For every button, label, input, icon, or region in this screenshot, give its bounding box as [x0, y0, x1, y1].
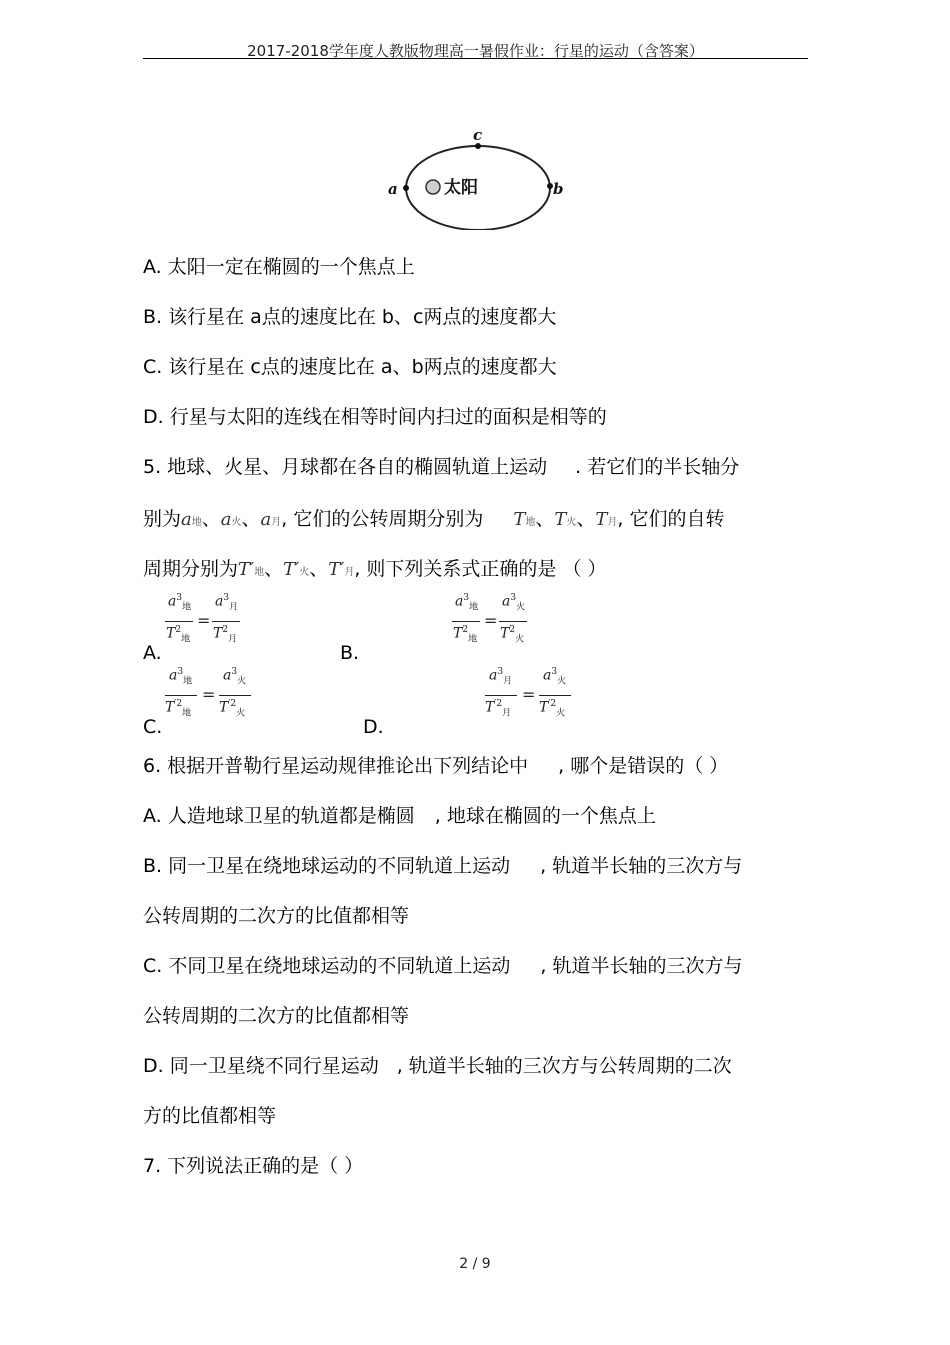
q6-option-d-line1: D. 同一卫星绕不同行星运动 , 轨道半长轴的三次方与公转周期的二次: [143, 1055, 732, 1077]
q6-option-c-line2: 公转周期的二次方的比值都相等: [143, 1005, 410, 1027]
q6-option-d-line2: 方的比值都相等: [143, 1105, 277, 1127]
page-number: 2 / 9: [459, 1256, 491, 1272]
orbit-diagram: [380, 125, 580, 230]
q5-option-b-label: B.: [340, 642, 360, 664]
q5-option-d-label: D.: [363, 716, 384, 738]
q5-option-a-formula: $a^3_地$ $T^2_地$ = $a^3_月$ $T^2_月$: [166, 593, 239, 645]
point-a-dot: [403, 185, 409, 191]
q6-option-b-line2: 公转周期的二次方的比值都相等: [143, 905, 410, 927]
point-c-label: c: [473, 126, 483, 144]
q4-option-b: B. 该行星在 a点的速度比在 b、c两点的速度都大: [143, 306, 557, 328]
q6-option-a: A. 人造地球卫星的轨道都是椭圆 , 地球在椭圆的一个焦点上: [143, 805, 656, 827]
q7-stem: 7. 下列说法正确的是（ ）: [143, 1155, 364, 1177]
header-rule: [143, 58, 808, 59]
sun-circle: [426, 180, 440, 194]
q5-option-a-label: A.: [143, 642, 162, 664]
q5-option-d-formula: $a^3_月$ $T^{'2}_月$ = $a^3_火$ $T^{'2}_火$: [485, 667, 575, 731]
sun-label: 太阳: [444, 178, 478, 198]
q4-option-a: A. 太阳一定在椭圆的一个焦点上: [143, 256, 415, 278]
point-a-label: a: [388, 180, 398, 198]
point-b-label: b: [553, 180, 564, 198]
q5-stem-line1: 5. 地球、火星、月球都在各自的椭圆轨道上运动 . 若它们的半长轴分: [143, 456, 740, 478]
q5-option-c-label: C.: [143, 716, 163, 738]
page-header: 2017-2018学年度人教版物理高一暑假作业：行星的运动（含答案）: [247, 42, 704, 60]
q5-option-c-formula: $a^3_地$ $T^{'2}_地$ = $a^3_火$ $T^{'2}_火$: [165, 667, 255, 731]
q6-stem: 6. 根据开普勒行星运动规律推论出下列结论中 , 哪个是错误的（ ）: [143, 755, 729, 777]
q5-stem-line3: 周期分别为T′地、T′火、T′月, 则下列关系式正确的是 （ ）: [143, 558, 607, 580]
q4-option-c: C. 该行星在 c点的速度比在 a、b两点的速度都大: [143, 356, 557, 378]
q5-stem-line2: 别为a地、a火、a月, 它们的公转周期分别为 T地、T火、T月, 它们的自转: [143, 508, 725, 530]
q6-option-b-line1: B. 同一卫星在绕地球运动的不同轨道上运动 , 轨道半长轴的三次方与: [143, 855, 743, 877]
q6-option-c-line1: C. 不同卫星在绕地球运动的不同轨道上运动 , 轨道半长轴的三次方与: [143, 955, 743, 977]
q4-option-d: D. 行星与太阳的连线在相等时间内扫过的面积是相等的: [143, 406, 607, 428]
q5-option-b-formula: $a^3_地$ $T^2_地$ = $a^3_火$ $T^2_火$: [453, 593, 526, 645]
